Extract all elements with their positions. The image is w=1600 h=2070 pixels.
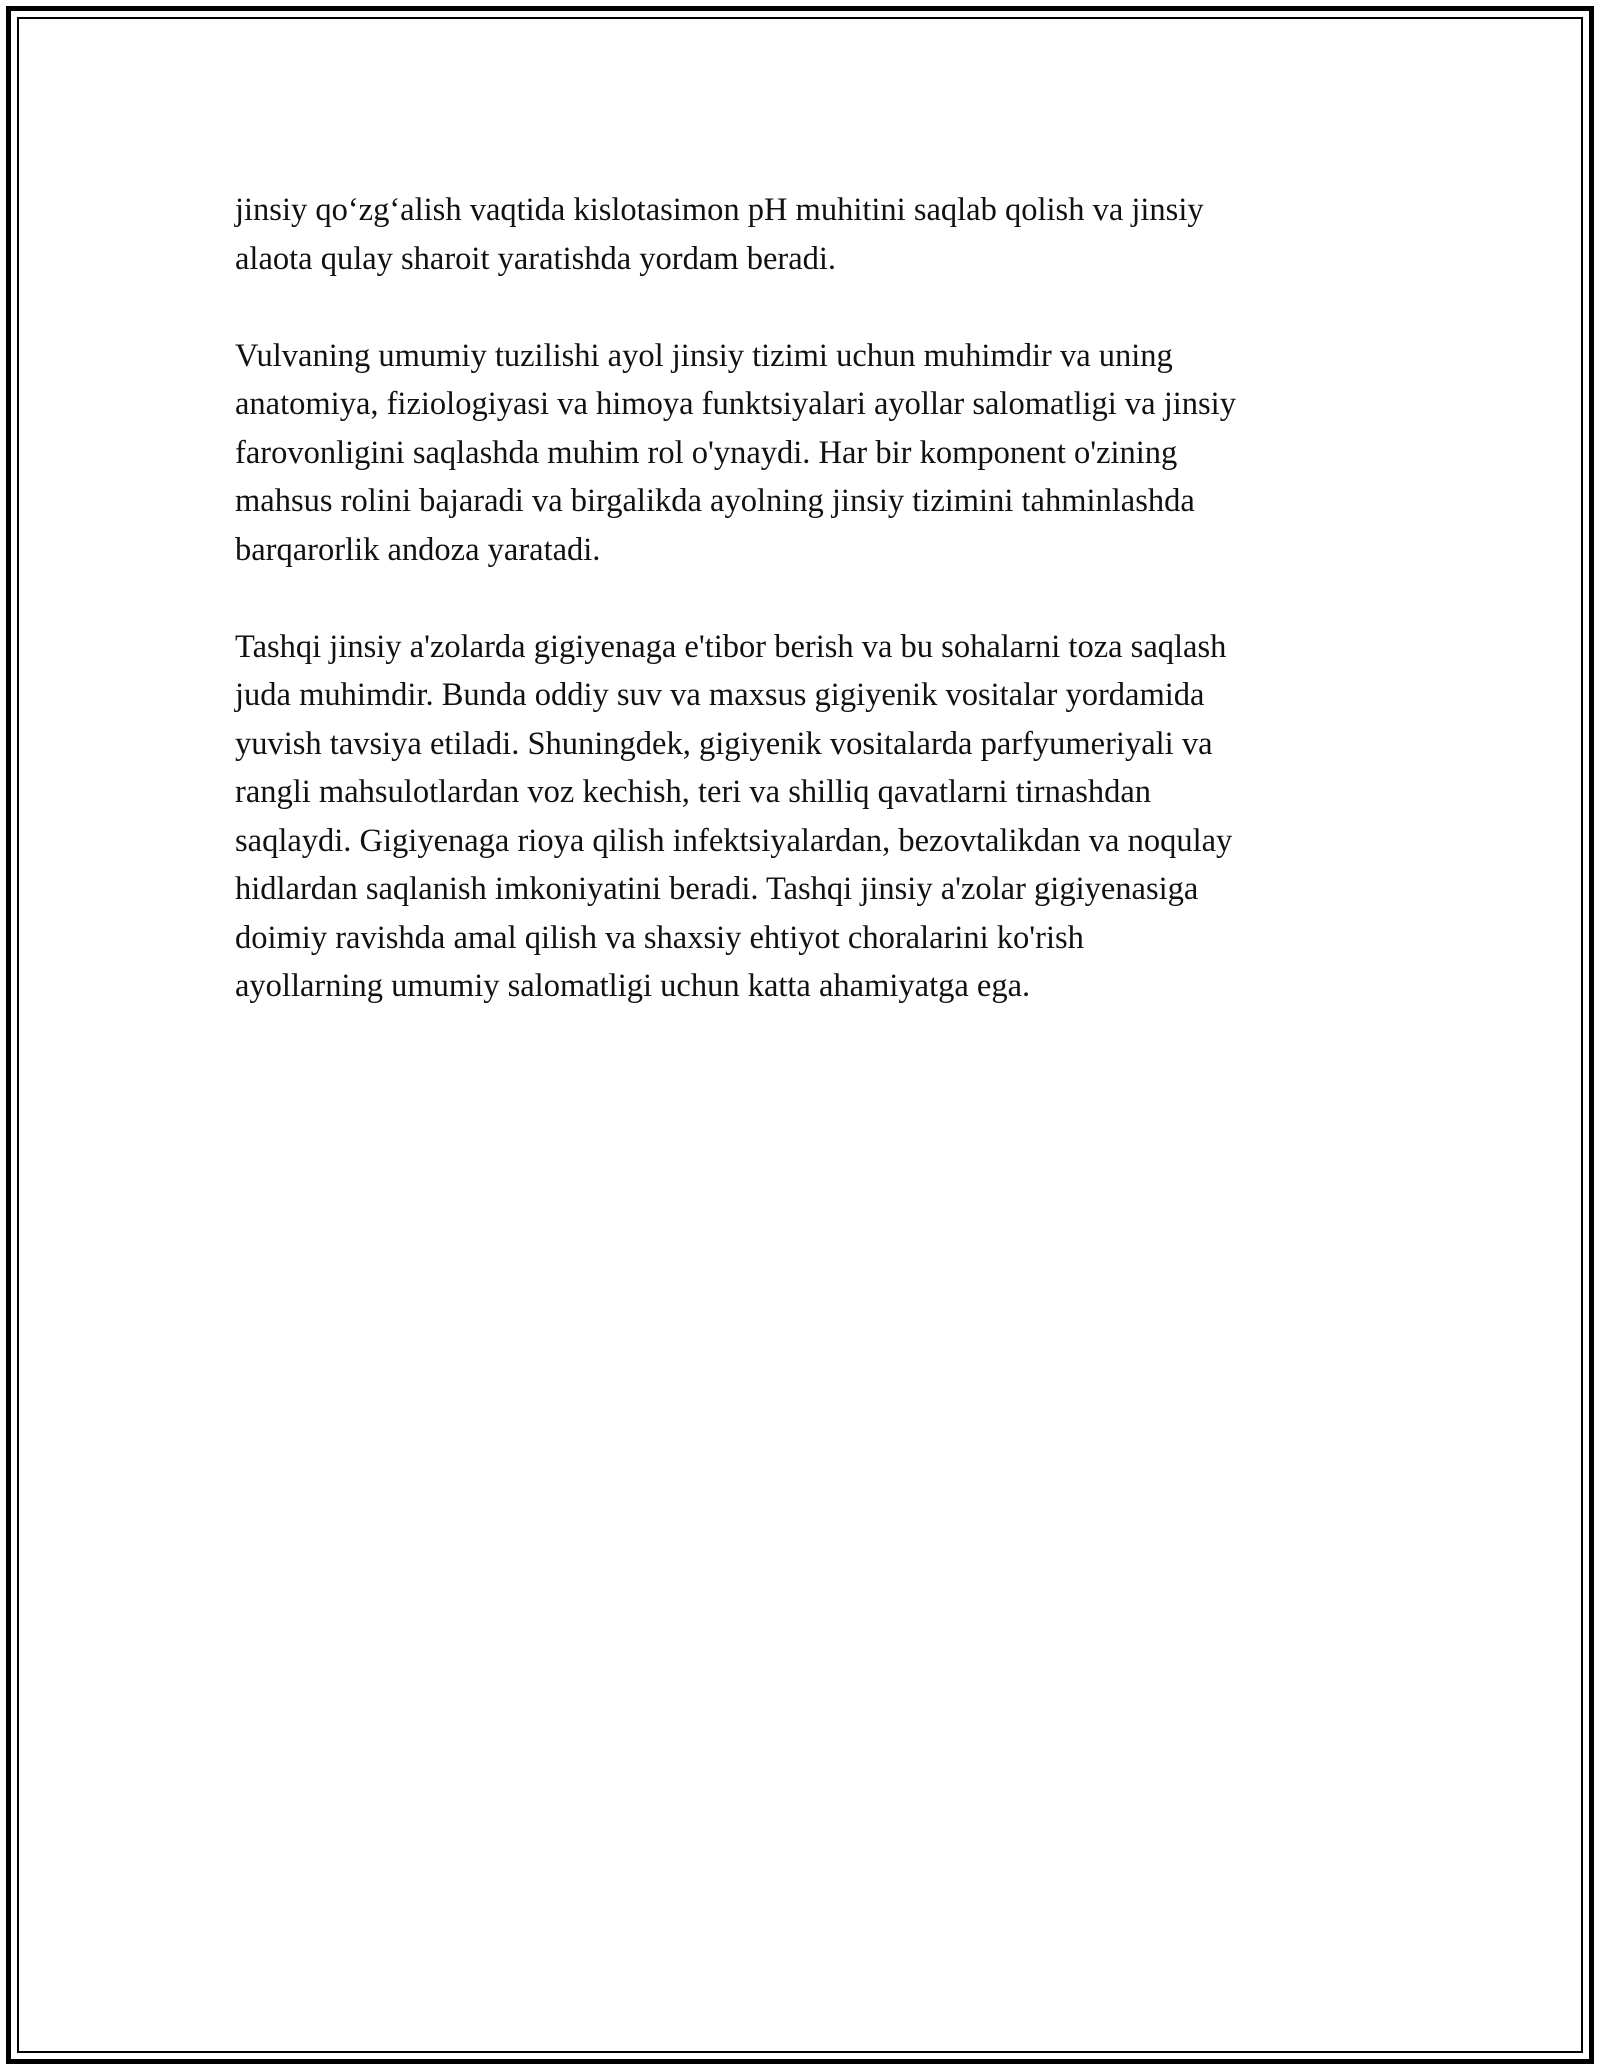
paragraph-2: Vulvaning umumiy tuzilishi ayol jinsiy tizimi uchun muhimdir va uning anatomiya, fiziologiyasi va himoya funktsiyalari ayollar salomatligi va jinsiy farovonligini saqlashda muhim rol o'ynaydi. Har bir komponent o'zining mahsus rolini bajaradi va birgalikda ayolning jinsiy tizimini tahminlashda barqarorlik andoza yaratadi. [235, 337, 1236, 568]
paragraph-3: Tashqi jinsiy a'zolarda gigiyenaga e'tibor berish va bu sohalarni toza saqlash juda muhimdir. Bunda oddiy suv va maxsus gigiyenik vositalar yordamida yuvish tavsiya etiladi. Shuningdek, gigiyenik vositalarda parfyumeriyali va rangli mahsulotlardan voz kechish, teri va shilliq qavatlarni tirnashdan saqlaydi. Gigiyenaga rioya qilish infektsiyalardan, bezovtalikdan va noqulay hidlardan saqlanish imkoniyatini beradi. Tashqi jinsiy a'zolar gigiyenasiga doimiy ravishda amal qilish va shaxsiy ehtiyot choralarini ko'rish ayollarning umumiy salomatligi uchun katta ahamiyatga ega. [235, 628, 1233, 1004]
paragraph-1: jinsiy qo‘zg‘alish vaqtida kislotasimon pH muhitini saqlab qolish va jinsiy alaota qulay sharoit yaratishda yordam beradi. [235, 192, 1204, 277]
document-body [235, 186, 1385, 1011]
